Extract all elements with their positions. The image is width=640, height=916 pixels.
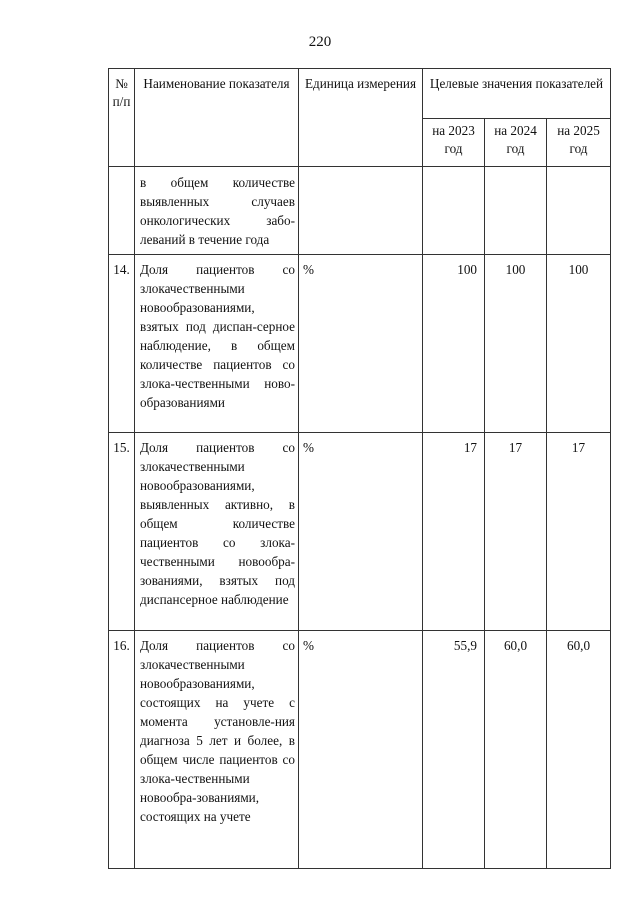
cell-unit: % (299, 255, 423, 433)
cell-name: Доля пациентов со злокачественными новообразованиями, взятых под диспан-серное наблюдение, в общем количестве пациентов со злока-чественными ново-образованиями (135, 255, 299, 433)
cell-unit: % (299, 433, 423, 631)
cell-num: 15. (109, 433, 135, 631)
header-year-2024: на 2024 год (485, 119, 547, 167)
cell-num (109, 167, 135, 255)
header-year-2025: на 2025 год (547, 119, 611, 167)
header-year-2023: на 2023 год (423, 119, 485, 167)
header-num: № п/п (109, 69, 135, 167)
table-row (109, 631, 611, 869)
table-header-row (109, 69, 611, 119)
cell-v2023: 100 (423, 255, 485, 433)
cell-v2025: 60,0 (547, 631, 611, 869)
cell-v2023: 55,9 (423, 631, 485, 869)
cell-v2024 (485, 167, 547, 255)
header-name: Наименование показателя (135, 69, 299, 167)
cell-name: Доля пациентов со злокачественными новообразованиями, выявленных активно, в общем количестве пациентов со злока-чественными новообра-зованиями, взятых под диспансерное наблюдение (135, 433, 299, 631)
header-unit: Единица измерения (299, 69, 423, 167)
cell-name: в общем количестве выявленных случаев онкологических забо-леваний в течение года (135, 167, 299, 255)
cell-v2025: 100 (547, 255, 611, 433)
cell-unit: % (299, 631, 423, 869)
cell-v2025: 17 (547, 433, 611, 631)
cell-v2024: 60,0 (485, 631, 547, 869)
cell-name: Доля пациентов со злокачественными новообразованиями, состоящих на учете с момента установле-ния диагноза 5 лет и более, в общем числе пациентов со злока-чественными новообра-зованиями, состоящих на учете (135, 631, 299, 869)
cell-v2023: 17 (423, 433, 485, 631)
header-target-values: Целевые значения показателей (423, 69, 611, 119)
cell-v2023 (423, 167, 485, 255)
indicators-table (108, 68, 611, 869)
cell-v2025 (547, 167, 611, 255)
table-row (109, 433, 611, 631)
table-row-continuation (109, 167, 611, 255)
table-row (109, 255, 611, 433)
cell-v2024: 17 (485, 433, 547, 631)
cell-unit (299, 167, 423, 255)
cell-v2024: 100 (485, 255, 547, 433)
cell-num: 14. (109, 255, 135, 433)
page-number: 220 (308, 34, 332, 50)
cell-num: 16. (109, 631, 135, 869)
